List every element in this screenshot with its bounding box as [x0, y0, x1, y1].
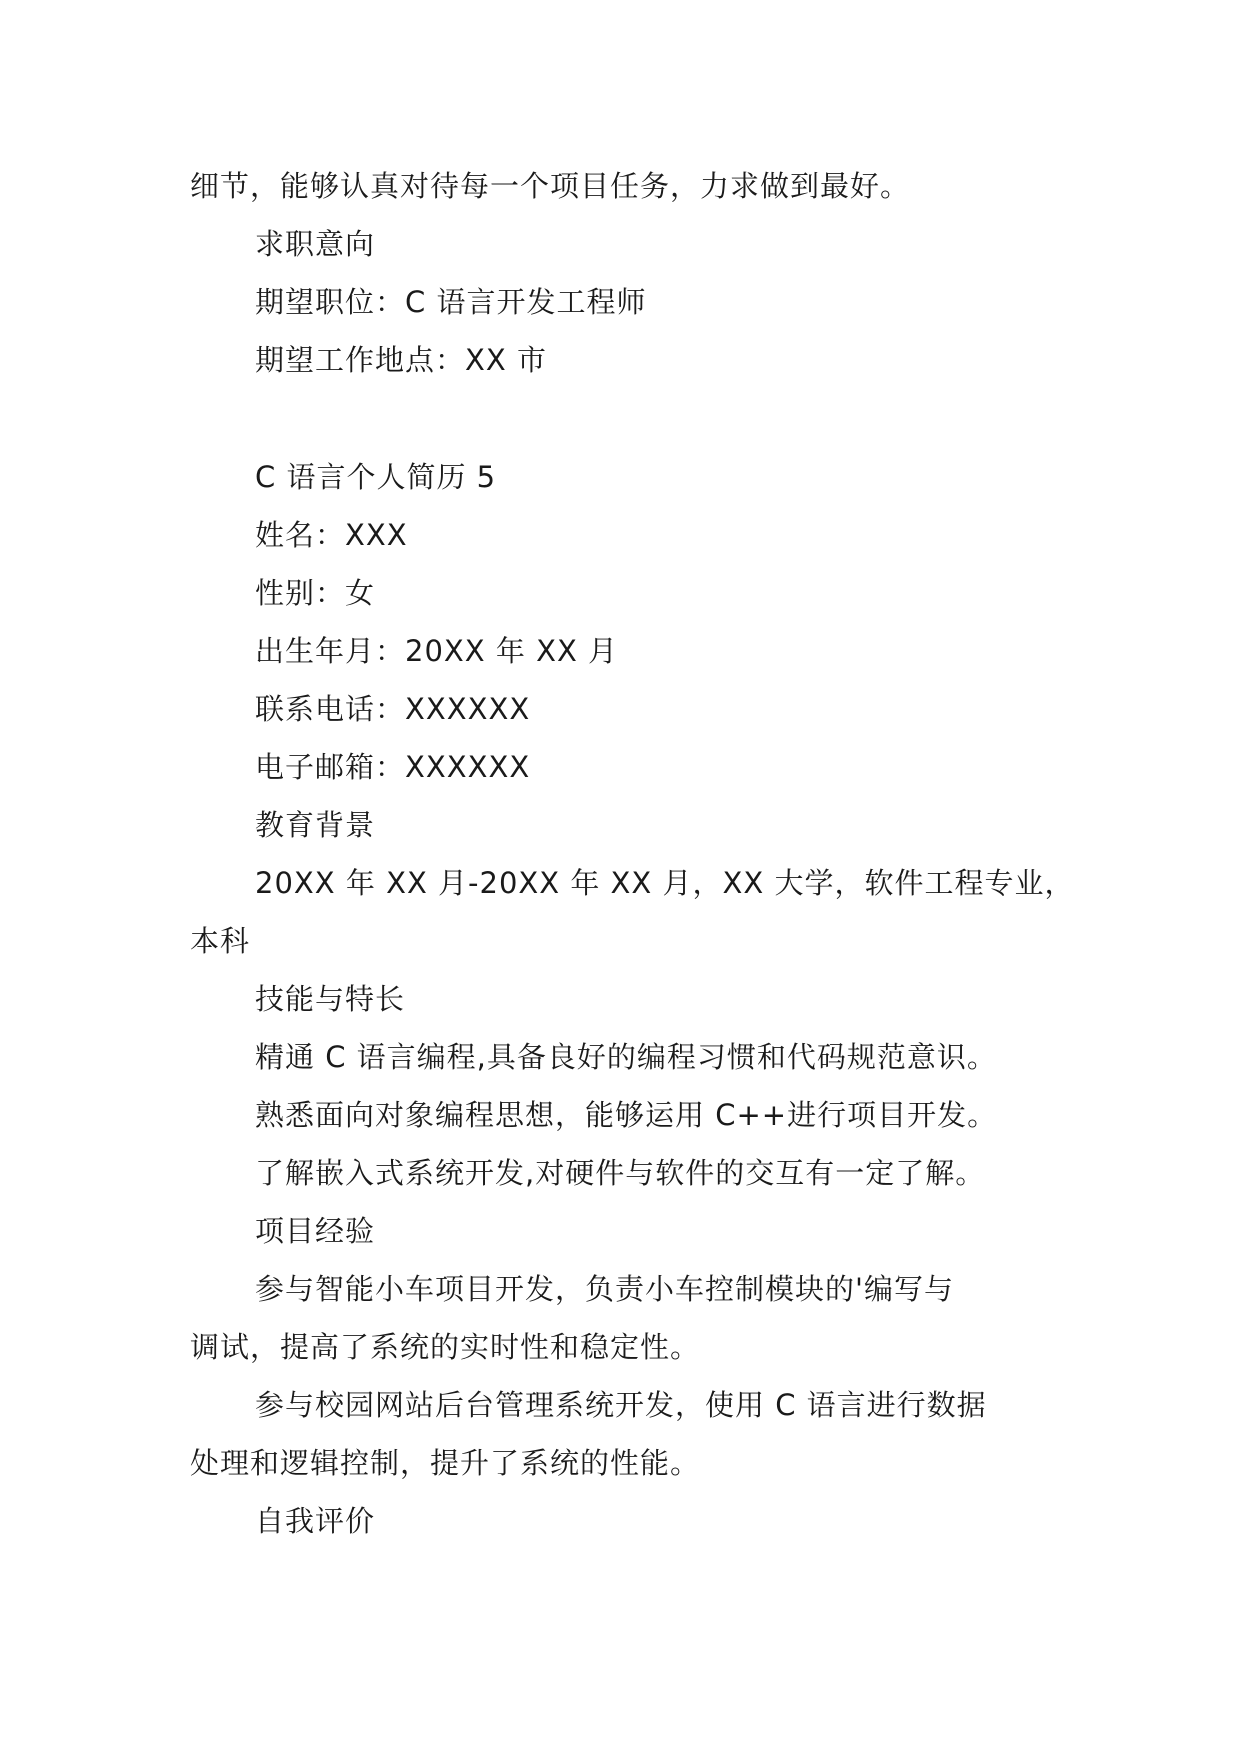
resume-title: C 语言个人简历 5 [255, 460, 497, 494]
text-line-expected-position: 期望职位：C 语言开发工程师 [255, 285, 647, 319]
text-line-gender: 性别：女 [255, 576, 376, 610]
section-heading-self-evaluation: 自我评价 [255, 1504, 376, 1538]
text-line-birth: 出生年月：20XX 年 XX 月 [255, 634, 619, 668]
text-line-education-degree: 本科 [190, 924, 251, 958]
text-line-skill-c: 精通 C 语言编程,具备良好的编程习惯和代码规范意识。 [255, 1040, 997, 1074]
section-heading-projects: 项目经验 [255, 1214, 376, 1248]
section-heading-education: 教育背景 [255, 808, 376, 842]
text-line-project-website-cont: 处理和逻辑控制，提升了系统的性能。 [190, 1446, 701, 1480]
section-heading-job-intention: 求职意向 [255, 227, 376, 261]
section-heading-skills: 技能与特长 [255, 982, 406, 1016]
text-line-skill-embedded: 了解嵌入式系统开发,对硬件与软件的交互有一定了解。 [255, 1156, 986, 1190]
text-line-education-detail: 20XX 年 XX 月-20XX 年 XX 月，XX 大学，软件工程专业， [255, 866, 1075, 900]
text-line-project-car-cont: 调试，提高了系统的实时性和稳定性。 [190, 1330, 701, 1364]
text-line-expected-location: 期望工作地点：XX 市 [255, 343, 547, 377]
text-line-name: 姓名：XXX [255, 518, 408, 552]
text-line-email: 电子邮箱：XXXXXX [255, 750, 531, 784]
text-line-continuation: 细节，能够认真对待每一个项目任务，力求做到最好。 [190, 169, 911, 203]
text-line-skill-cpp: 熟悉面向对象编程思想，能够运用 C++进行项目开发。 [255, 1098, 998, 1132]
text-line-project-website: 参与校园网站后台管理系统开发，使用 C 语言进行数据 [255, 1388, 987, 1422]
text-line-project-car: 参与智能小车项目开发，负责小车控制模块的'编写与 [255, 1272, 954, 1306]
text-line-phone: 联系电话：XXXXXX [255, 692, 531, 726]
